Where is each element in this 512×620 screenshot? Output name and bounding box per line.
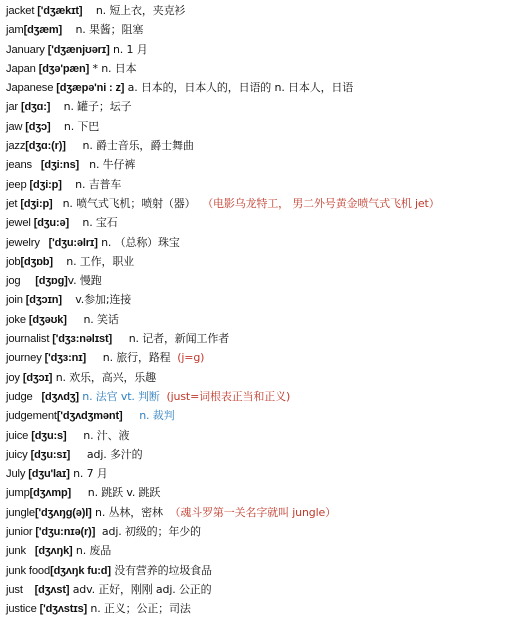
entry-phonetic: [dʒɑ:] (20, 101, 51, 114)
entry-word: jewelry (6, 236, 49, 249)
entry-spacer (86, 351, 103, 364)
entry-word: jewel (6, 217, 34, 230)
entry-spacer (79, 158, 89, 171)
entry-definition: n. 跳跃 v. 跳跃 (87, 486, 161, 500)
entry-definition: n. 笑话 (83, 312, 119, 326)
entry-word: join (6, 294, 26, 307)
entry-definition: n. 正义；公正；司法 (90, 602, 191, 616)
entry-word: jazz (6, 140, 26, 153)
entry-phonetic: ['dʒʌdʒmənt] (56, 410, 123, 423)
vocab-entry (6, 194, 512, 213)
entry-phonetic: [dʒʌŋk fu:d] (50, 564, 111, 577)
vocab-entry (6, 271, 512, 290)
entry-phonetic: [dʒu:ə] (33, 217, 69, 230)
entry-word: jeep (6, 178, 30, 191)
entry-word: January (6, 43, 48, 56)
entry-memory-note: (j=g) (177, 351, 205, 365)
entry-definition: n. 旅行，路程 (102, 351, 171, 365)
entry-word: junk (6, 545, 35, 558)
entry-phonetic: ['dʒʌŋg(ə)l] (34, 506, 92, 519)
entry-word: just (6, 583, 35, 596)
vocab-entry (6, 445, 512, 464)
entry-spacer (51, 120, 64, 133)
entry-word: jungle (6, 506, 35, 519)
vocab-entry (6, 59, 512, 78)
entry-word: joke (6, 313, 29, 326)
entry-definition: v. 慢跑 (67, 274, 102, 288)
vocab-entry (6, 329, 512, 348)
vocab-entry (6, 522, 512, 541)
vocab-entry (6, 387, 512, 406)
vocab-entry (6, 426, 512, 445)
entry-word: jam (6, 24, 24, 37)
vocab-entry (6, 155, 512, 174)
entry-definition: adj. 初级的；年少的 (101, 525, 201, 539)
entry-word: justice (6, 603, 40, 616)
vocab-entry (6, 117, 512, 136)
entry-spacer (71, 486, 88, 499)
entry-definition: n. 裁判 (139, 409, 175, 423)
entry-definition: n. （总称）珠宝 (101, 235, 180, 249)
entry-word: journalist (6, 333, 53, 346)
vocab-entry (6, 561, 512, 580)
entry-spacer (53, 255, 66, 268)
vocab-entry (6, 541, 512, 560)
entry-word: jeans (6, 159, 41, 172)
entry-phonetic: ['dʒænjʊərɪ] (47, 43, 110, 56)
entry-phonetic: [dʒi:p] (20, 197, 53, 210)
entry-phonetic: ['dʒɜ:nɪ] (44, 352, 87, 365)
vocab-entry (6, 252, 512, 271)
entry-definition: * n. 日本 (92, 61, 137, 75)
entry-phonetic: ['dʒu:nɪə(r)] (35, 526, 96, 539)
entry-word: July (6, 468, 29, 481)
entry-word: judge (6, 390, 42, 403)
entry-definition: n. 7 月 (73, 467, 108, 481)
entry-phonetic: [dʒɔ] (25, 120, 51, 133)
entry-spacer (67, 429, 84, 442)
entry-phonetic: [dʒu'laɪ] (28, 468, 70, 481)
entry-definition: n. 工作，职业 (66, 254, 135, 268)
entry-definition: n. 爵士音乐，爵士舞曲 (82, 139, 194, 153)
entry-phonetic: [dʒæpə'ni : z] (56, 82, 125, 95)
entry-definition: n. 宝石 (82, 216, 118, 230)
entry-word: jet (6, 197, 21, 210)
entry-spacer (82, 4, 95, 17)
entry-definition: n. 牛仔裤 (89, 158, 136, 172)
entry-word: jump (6, 487, 30, 500)
entry-spacer (53, 197, 63, 210)
entry-spacer (122, 409, 139, 422)
entry-word: judgement (6, 410, 57, 423)
entry-phonetic: [dʒɑ:(r)] (25, 140, 66, 153)
entry-phonetic: ['dʒɜ:nəlɪst] (52, 333, 112, 346)
entry-word: jacket (6, 5, 38, 17)
entry-word: jaw (6, 120, 26, 133)
entry-spacer (66, 139, 83, 152)
entry-word: jog (6, 275, 36, 288)
entry-memory-note: （电影乌龙特工， 男二外号黄金喷气式飞机 jet） (202, 196, 440, 210)
entry-spacer (67, 313, 84, 326)
entry-word: joy (6, 371, 23, 384)
entry-phonetic: [dʒʌst] (34, 583, 70, 596)
entry-spacer (62, 178, 75, 191)
entry-definition: n. 1 月 (112, 42, 148, 56)
entry-phonetic: [dʒi:p] (29, 178, 62, 191)
vocab-entry (6, 233, 512, 252)
entry-definition: n. 吉普车 (75, 177, 122, 191)
vocab-entry (6, 406, 512, 425)
entry-definition: a. 日本的，日本人的，日语的 n. 日本人，日语 (127, 81, 354, 95)
entry-definition: n. 记者，新闻工作者 (128, 332, 230, 346)
entry-memory-note: (just=词根表正当和正义) (166, 389, 291, 403)
entry-definition: n. 罐子；坛子 (63, 100, 132, 114)
vocab-entry (6, 368, 512, 387)
entry-definition: v.参加;连接 (75, 293, 132, 307)
entry-word: junior (6, 526, 36, 539)
entry-memory-note: （魂斗罗第一关名字就叫 jungle） (169, 505, 336, 519)
entry-phonetic: [dʒu:sɪ] (30, 448, 71, 461)
vocab-entry (6, 136, 512, 155)
entry-phonetic: [dʒɔɪn] (25, 294, 62, 307)
entry-word: juice (6, 429, 32, 442)
entry-phonetic: [dʒʌdʒ] (41, 390, 79, 403)
entry-word: Japanese (6, 82, 57, 95)
entry-definition: n. 废品 (75, 544, 112, 558)
entry-spacer (50, 100, 63, 113)
entry-spacer (95, 525, 102, 538)
entry-phonetic: [dʒæm] (23, 24, 63, 37)
entry-word: junk food (6, 564, 51, 577)
entry-spacer (69, 216, 82, 229)
entry-word: jar (6, 101, 21, 114)
entry-definition: adv. 正好，刚刚 adj. 公正的 (72, 582, 212, 596)
entry-definition: n. 丛林，密林 (95, 505, 163, 519)
vocab-entry (6, 78, 512, 97)
entry-definition: n. 果酱；阻塞 (75, 23, 144, 37)
vocab-entry (6, 483, 512, 502)
vocab-entry (6, 1, 512, 20)
entry-definition: n. 欢乐，高兴，乐趣 (55, 370, 157, 384)
entry-phonetic: [dʒɔɪ] (22, 371, 53, 384)
vocab-entry (6, 40, 512, 59)
entry-phonetic: ['dʒækɪt] (37, 5, 83, 17)
entry-spacer (112, 332, 129, 345)
vocab-entry (6, 290, 512, 309)
entry-definition: n. 汁、液 (83, 428, 130, 442)
entry-phonetic: [dʒu:s] (31, 429, 67, 442)
entry-spacer (70, 448, 87, 461)
entry-definition: n. 法官 vt. 判断 (82, 389, 160, 403)
entry-definition: n. 下巴 (63, 119, 100, 133)
vocab-entry (6, 464, 512, 483)
entry-spacer (62, 293, 75, 306)
entry-definition: n. 短上衣，夹克衫 (95, 4, 186, 17)
entry-spacer (62, 23, 75, 36)
vocab-entry (6, 580, 512, 599)
entry-phonetic: ['dʒʌstɪs] (39, 603, 88, 616)
entry-word: journey (6, 352, 45, 365)
vocab-entry (6, 310, 512, 329)
entry-word: job (6, 255, 21, 268)
vocab-entry (6, 348, 512, 367)
vocab-entry (6, 503, 512, 522)
vocab-entry (6, 213, 512, 232)
entry-word: Japan (6, 62, 39, 75)
entry-word: juicy (6, 448, 31, 461)
entry-phonetic: ['dʒu:əlrɪ] (48, 236, 98, 249)
entry-phonetic: [dʒi:ns] (40, 159, 80, 172)
entry-phonetic: [dʒʌmp] (29, 487, 72, 500)
vocab-entry (6, 20, 512, 39)
vocab-entry (6, 97, 512, 116)
entry-definition: adj. 多汁的 (86, 447, 143, 461)
entry-phonetic: [dʒəʊk] (28, 313, 67, 326)
entry-phonetic: [dʒɒb] (20, 255, 53, 268)
entry-phonetic: [dʒʌŋk] (34, 545, 73, 558)
vocab-entry (6, 175, 512, 194)
vocab-entry (6, 599, 512, 618)
entry-definition: 没有营养的垃圾食品 (114, 563, 212, 577)
entry-definition: n. 喷气式飞机；喷射（器） (62, 196, 196, 210)
entry-phonetic: [dʒɒg] (35, 275, 68, 288)
entry-phonetic: [dʒə'pæn] (38, 62, 90, 75)
